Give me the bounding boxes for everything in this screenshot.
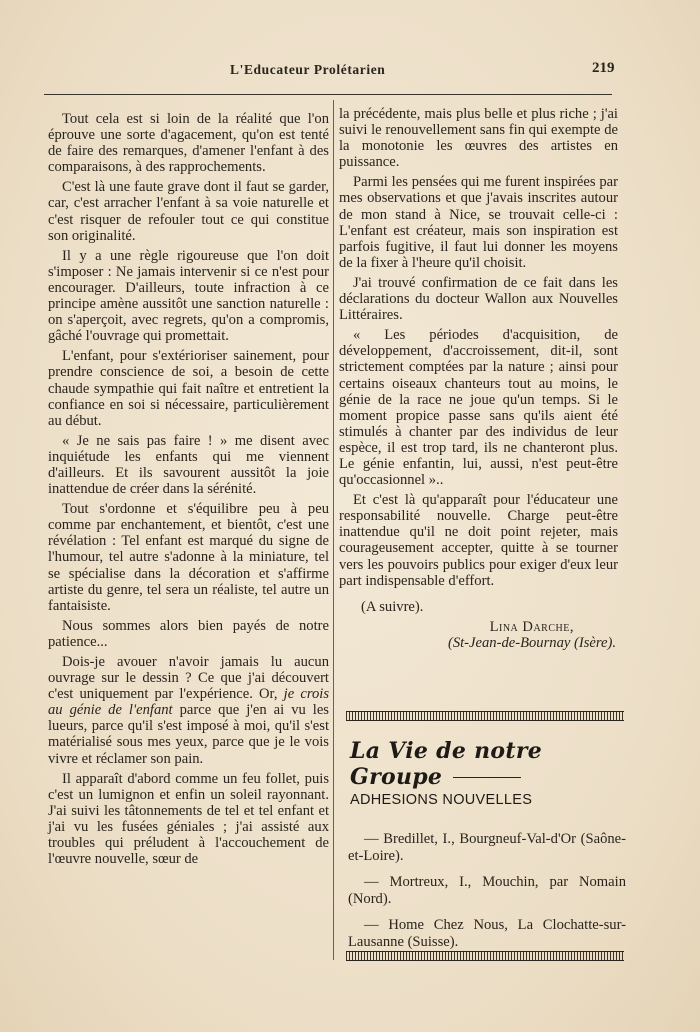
article-paragraph: Nous sommes alors bien payés de notre patience... xyxy=(48,617,329,650)
section-subtitle: ADHESIONS NOUVELLES xyxy=(350,792,533,808)
article-paragraph: Parmi les pensées qui me furent inspirées par mes observations et que j'avais inscrites autour de mon stand à Nice, se trouvait celle-ci : L'enfant est créateur, mais son inspiration est parfois fugitive, il faut lui donner les moyens de la fixer à l'heure qu'il choisit. xyxy=(339,174,618,271)
running-title: L'Educateur Prolétarien xyxy=(230,62,386,77)
article-paragraph: Il apparaît d'abord comme un feu follet, puis c'est un lumignon et enfin un soleil rayonnant. J'ai suivi les tâtonnements de tel et tel enfant et j'ai vu les fusées géniales ; j'ai assisté aux troubles qui préludent à l'accouchement de l'œuvre nouvelle, sœur de xyxy=(48,770,329,868)
article-paragraph: Il y a une règle rigoureuse que l'on doit s'imposer : Ne jamais intervenir si ce n'est pour encourager. D'ailleurs, toute infraction à ce principe amène aussitôt une sanction naturelle : on s'aperçoit, avec regrets, qu'on a compromis, gâché l'ouvrage qui promettait. xyxy=(48,247,329,345)
article-paragraph: L'enfant, pour s'extérioriser sainement, pour prendre conscience de soi, a besoin de cette chaude sympathie qui fait naître et entretient la confiance en soi si nécessaire, particulièrement au début. xyxy=(48,348,329,429)
article-paragraph: Tout s'ordonne et s'équilibre peu à peu comme par enchantement, et bientôt, c'est une révélation : Tel enfant est marqué du signe de l'humour, tel autre s'adonne à la miniature, tel se spécialise dans la décoration et s'affirme artiste du genre, tel sera un réaliste, tel autre un fantaisiste. xyxy=(48,501,329,614)
article-continuation: la précédente, mais plus belle et plus riche ; j'ai suivi le renouvellement sans fin qui exempte de la monotonie les œuvres des artistes en puissance. xyxy=(339,106,618,171)
article-paragraph: C'est là une faute grave dont il faut se garder, car, c'est arracher l'enfant à sa voie naturelle et c'est risquer de refouler tout ce qui constitue son originalité. xyxy=(48,179,329,244)
membership-entry: — Bredillet, I., Bourgneuf-Val-d'Or (Saône-et-Loire). xyxy=(348,831,626,864)
right-column xyxy=(339,106,618,651)
article-paragraph: Tout cela est si loin de la réalité que l'on éprouve une sorte d'agacement, qu'on est tenté de faire des remarques, d'amener l'enfant à des comparaisons, à des rapprochements. xyxy=(48,111,329,176)
page-number: 219 xyxy=(592,60,615,76)
column-divider xyxy=(333,100,334,960)
article-paragraph: « Je ne sais pas faire ! » me disent avec inquiétude les enfants qui me viennent d'ailleurs. Et ils savourent aussitôt la joie inattendue de créer dans la sérénité. xyxy=(48,432,329,498)
left-column xyxy=(48,111,329,871)
membership-entry: — Mortreux, I., Mouchin, par Nomain (Nord). xyxy=(348,874,626,907)
header-rule xyxy=(44,94,612,95)
title-underline xyxy=(453,777,521,778)
article-paragraph: Et c'est là qu'apparaît pour l'éducateur une responsabilité nouvelle. Charge peut-être inattendue qu'il ne doit point rejeter, mais courageusement accepter, quitte à se tourner vers les pouvoirs publics pour exiger d'eux leur part indispensable d'effort. xyxy=(339,492,618,589)
paragraph-text: Dois-je avouer n'avoir jamais lu aucun ouvrage sur le dessin ? Ce que j'ai découvert c'est uniquement par l'expérience. Or, xyxy=(48,654,329,703)
author-location: (St-Jean-de-Bournay (Isère). xyxy=(447,634,616,651)
section-title: La Vie de notre Groupe xyxy=(350,738,543,790)
membership-entry: — Home Chez Nous, La Clochatte-sur-Lausanne (Suisse). xyxy=(348,917,626,950)
ornamental-rule-top xyxy=(346,711,624,721)
article-paragraph: J'ai trouvé confirmation de ce fait dans les déclarations du docteur Wallon aux Nouvelles Littéraires. xyxy=(339,274,618,324)
article-quote: « Les périodes d'acquisition, de développement, d'accroissement, dit-il, sont strictement comptées par la nature ; ainsi pour certains oiseaux chanteurs tout au moins, le génie de la race ne joue qu'un temps. Si le moment propice passe sans qu'ils aient été stimulés à chanter par des individus de leur espèce, il est trop tard, ils ne chanteront plus. Le génie enfantin, lui, aussi, n'est peut-être qu'occasionnel ».. xyxy=(339,327,618,489)
emphasized-phrase: je crois au génie de l'enfant xyxy=(48,686,329,719)
ornamental-rule-bottom xyxy=(346,951,624,961)
to-be-continued-note: (A suivre). xyxy=(361,598,424,615)
article-paragraph-with-emphasis xyxy=(48,654,329,767)
membership-list xyxy=(348,831,626,960)
author-signature: Lina Darche, xyxy=(489,618,574,635)
paragraph-text: parce que j'en ai vu les lueurs, parce qu'il s'est imposé à moi, qu'il s'est matérialisé sous mes yeux, parce que je le vois vivre et réclamer son pain. xyxy=(48,702,329,767)
